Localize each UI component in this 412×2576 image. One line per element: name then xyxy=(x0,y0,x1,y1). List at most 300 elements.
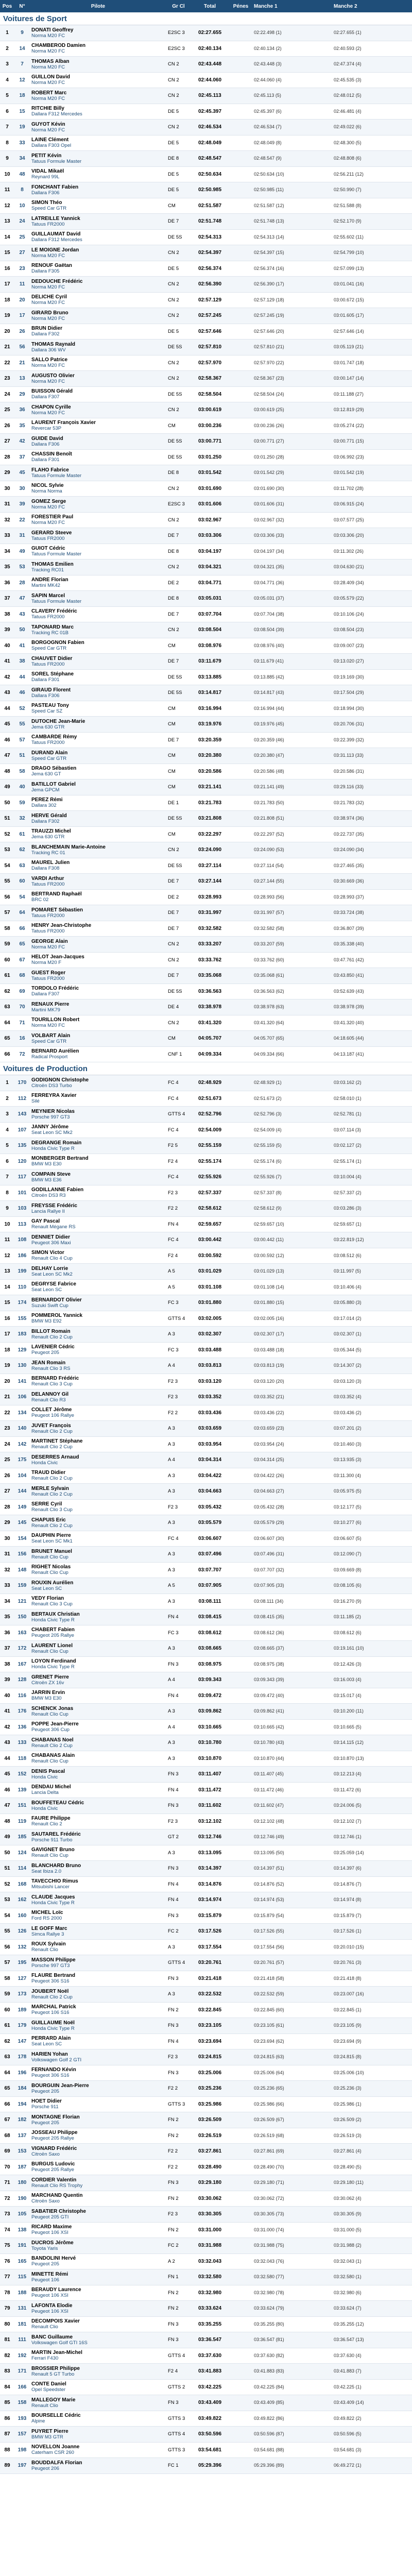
manche1-time: 02:46.534 xyxy=(254,124,275,130)
manche2-time: 03:01.041 xyxy=(334,281,355,287)
manche1-rank: (30) xyxy=(276,485,284,491)
driver-name: SIMON Victor xyxy=(31,1250,64,1256)
total-time: 03:10.665 xyxy=(191,1719,229,1735)
manche2-time: 03:12.746 xyxy=(334,1834,355,1840)
manche2-time: 03:03.162 xyxy=(334,1080,355,1086)
manche1-cell xyxy=(252,1122,332,1138)
driver-cell xyxy=(30,921,166,937)
manche2-time: 03:08.504 xyxy=(334,627,355,633)
manche2-cell xyxy=(332,1719,412,1735)
manche1-cell xyxy=(252,2316,332,2332)
result-row xyxy=(0,826,412,842)
manche1-rank: (27) xyxy=(276,1488,284,1494)
manche2-time: 03:31.000 xyxy=(334,2227,355,2232)
result-row xyxy=(0,1641,412,1657)
manche2-rank: (6) xyxy=(355,156,362,161)
group-class: CN 2 xyxy=(166,481,191,497)
manche1-cell xyxy=(252,2096,332,2112)
manche1-rank: (86) xyxy=(276,2415,284,2421)
car-model: Jema GPCM xyxy=(31,787,60,793)
manche1-cell xyxy=(252,1908,332,1924)
penalties xyxy=(229,2096,252,2112)
car-model: Citroën DS3 R3 xyxy=(31,1193,66,1199)
result-row xyxy=(0,1232,412,1248)
driver-name: BILLOT Romain xyxy=(31,1328,71,1334)
manche1-rank: (2) xyxy=(276,1095,282,1101)
manche2-rank: (18) xyxy=(355,360,364,365)
driver-cell xyxy=(30,1939,166,1955)
manche1-cell xyxy=(252,764,332,779)
penalties xyxy=(229,2238,252,2254)
result-row xyxy=(0,560,412,575)
driver-cell xyxy=(30,2442,166,2458)
manche2-rank: (1) xyxy=(355,30,362,36)
manche1-rank: (11) xyxy=(276,1237,284,1243)
manche1-cell xyxy=(252,2269,332,2285)
manche1-rank: (5) xyxy=(276,1143,282,1148)
manche1-time: 03:08.665 xyxy=(254,1646,275,1651)
manche1-time: 03:12.102 xyxy=(254,1818,275,1824)
manche2-rank: (10) xyxy=(355,250,364,256)
manche1-rank: (21) xyxy=(276,344,284,350)
driver-name: TORDOLO Frédéric xyxy=(31,986,79,992)
driver-cell xyxy=(30,449,166,465)
manche2-cell xyxy=(332,1924,412,1940)
position: 19 xyxy=(0,1358,14,1374)
car-number: 30 xyxy=(14,481,30,497)
group-class: CN 2 xyxy=(166,371,191,387)
result-row xyxy=(0,1046,412,1062)
driver-name: BOURGUIN Jean-Pierre xyxy=(31,2082,89,2089)
result-row xyxy=(0,2144,412,2160)
penalties xyxy=(229,1688,252,1704)
driver-cell xyxy=(30,1625,166,1641)
manche2-time: 03:22.845 xyxy=(334,2007,355,2012)
total-time: 04:05.707 xyxy=(191,1031,229,1047)
penalties xyxy=(229,182,252,198)
result-row xyxy=(0,1264,412,1280)
driver-name: THOMAS Emilien xyxy=(31,561,74,567)
manche1-cell xyxy=(252,324,332,340)
manche2-cell xyxy=(332,1342,412,1358)
car-model: Norma M20 FC xyxy=(31,1023,65,1029)
manche2-time: 04:13.187 xyxy=(334,1051,355,1057)
manche2-cell xyxy=(332,591,412,607)
manche2-time: 03:25.236 xyxy=(334,2086,355,2091)
result-row xyxy=(0,229,412,245)
manche2-time: 04:18.605 xyxy=(334,1036,355,1041)
total-time: 03:01.606 xyxy=(191,497,229,513)
total-time: 03:02.307 xyxy=(191,1327,229,1343)
group-class: CM xyxy=(166,638,191,654)
manche2-cell xyxy=(332,999,412,1015)
manche2-time: 03:05.880 xyxy=(334,1300,355,1306)
position: 30 xyxy=(0,481,14,497)
penalties xyxy=(229,371,252,387)
total-time: 03:20.761 xyxy=(191,1955,229,1971)
penalties xyxy=(229,355,252,371)
manche1-cell xyxy=(252,1924,332,1940)
position: 23 xyxy=(0,1421,14,1437)
position: 39 xyxy=(0,1672,14,1688)
manche2-time: 03:41.320 xyxy=(334,1020,355,1025)
driver-name: DEDOUCHE Frédéric xyxy=(31,278,83,284)
car-number: 104 xyxy=(14,1468,30,1484)
manche2-time: 03:43.409 xyxy=(334,2400,355,2405)
position: 5 xyxy=(0,1138,14,1154)
driver-cell xyxy=(30,1405,166,1421)
total-time: 03:01.250 xyxy=(191,449,229,465)
driver-cell xyxy=(30,889,166,905)
manche2-time: 03:11.302 xyxy=(334,548,354,554)
car-model: Tatuus FR2000 xyxy=(31,614,65,620)
result-row xyxy=(0,1201,412,1217)
manche2-rank: (8) xyxy=(355,1975,362,1981)
car-model: Ferrari F430 xyxy=(31,2355,59,2362)
car-number: 54 xyxy=(14,889,30,905)
manche1-cell xyxy=(252,418,332,434)
manche1-time: 02:40.134 xyxy=(254,45,275,51)
manche2-cell xyxy=(332,1046,412,1062)
manche2-cell xyxy=(332,120,412,135)
group-class: A 3 xyxy=(166,1641,191,1657)
result-row xyxy=(0,1499,412,1515)
manche1-cell xyxy=(252,151,332,167)
manche1-time: 03:19.976 xyxy=(254,721,275,727)
group-class: FN 2 xyxy=(166,2222,191,2238)
manche2-rank: (2) xyxy=(355,1410,362,1415)
manche1-cell xyxy=(252,1248,332,1264)
result-row xyxy=(0,1829,412,1845)
group-class: DE 5S xyxy=(166,229,191,245)
manche1-time: 03:20.761 xyxy=(254,1960,275,1965)
car-model: Speed Car GTR xyxy=(31,1038,67,1044)
manche1-rank: (65) xyxy=(276,2086,284,2091)
position: 55 xyxy=(0,1924,14,1940)
group-class: F2 4 xyxy=(166,1248,191,1264)
manche2-cell xyxy=(332,1421,412,1437)
manche2-rank: (21) xyxy=(355,344,364,350)
car-model: Speed Car SZ xyxy=(31,708,63,715)
penalties xyxy=(229,1908,252,1924)
penalties xyxy=(229,449,252,465)
group-class: FN 4 xyxy=(166,1609,191,1625)
manche2-time: 02:57.646 xyxy=(334,328,355,334)
car-number: 25 xyxy=(14,229,30,245)
manche2-cell xyxy=(332,25,412,41)
manche2-rank: (38) xyxy=(355,910,364,916)
manche2-time: 03:08.105 xyxy=(334,1583,355,1588)
manche1-time: 03:27.861 xyxy=(254,2148,275,2154)
total-time: 03:01.690 xyxy=(191,481,229,497)
total-time: 03:08.976 xyxy=(191,638,229,654)
manche1-rank: (1) xyxy=(276,30,282,36)
car-number: 55 xyxy=(14,717,30,733)
manche1-cell xyxy=(252,1216,332,1232)
car-number: 165 xyxy=(14,2253,30,2269)
car-number: 152 xyxy=(14,1767,30,1783)
group-class: FC 3 xyxy=(166,1295,191,1311)
manche2-time: 03:05.344 xyxy=(334,1347,355,1352)
manche1-time: 02:50.634 xyxy=(254,171,275,177)
manche2-rank: (14) xyxy=(355,376,364,381)
car-model: Dallara F301 xyxy=(31,677,60,683)
penalties xyxy=(229,952,252,968)
driver-name: LAVENIER Cédric xyxy=(31,1344,75,1350)
total-time: 03:43.409 xyxy=(191,2395,229,2411)
penalties xyxy=(229,1405,252,1421)
driver-cell xyxy=(30,2175,166,2191)
manche2-rank: (15) xyxy=(355,1944,364,1950)
driver-name: CHAMBEROD Damien xyxy=(31,43,86,49)
car-model: Norma M20 FC xyxy=(31,363,65,369)
total-time: 03:19.976 xyxy=(191,717,229,733)
position: 72 xyxy=(0,2191,14,2207)
manche1-time: 02:50.985 xyxy=(254,187,275,193)
driver-cell xyxy=(30,1719,166,1735)
manche1-rank: (20) xyxy=(276,1378,284,1384)
driver-cell xyxy=(30,1201,166,1217)
driver-cell xyxy=(30,465,166,481)
manche1-cell xyxy=(252,355,332,371)
header-manche2: Manche 2 xyxy=(332,0,412,12)
manche1-rank: (35) xyxy=(276,564,284,570)
driver-name: VARDI Arthur xyxy=(31,875,64,882)
manche1-rank: (50) xyxy=(276,800,284,805)
driver-name: SOREL Stéphane xyxy=(31,671,74,677)
manche2-cell xyxy=(332,1031,412,1047)
car-number: 120 xyxy=(14,1154,30,1170)
result-row xyxy=(0,135,412,151)
result-row xyxy=(0,2238,412,2254)
manche1-time: 03:05.031 xyxy=(254,596,275,601)
manche2-time: 03:01.747 xyxy=(334,360,355,365)
manche1-cell xyxy=(252,1876,332,1892)
driver-name: CHASSIN Benoît xyxy=(31,451,72,457)
manche2-cell xyxy=(332,1987,412,2003)
car-number: 145 xyxy=(14,1515,30,1531)
total-time: 03:28.993 xyxy=(191,889,229,905)
total-time: 02:55.174 xyxy=(191,1154,229,1170)
manche1-rank: (62) xyxy=(276,2038,284,2044)
total-time: 03:08.665 xyxy=(191,1641,229,1657)
car-model: Dallara F302 xyxy=(31,331,60,337)
car-number: 8 xyxy=(14,182,30,198)
manche2-time: 03:27.861 xyxy=(334,2148,355,2154)
manche2-time: 03:19.161 xyxy=(334,1646,355,1651)
driver-name: MERLE Sylvain xyxy=(31,1485,69,1492)
manche1-rank: (49) xyxy=(276,784,284,790)
manche2-cell xyxy=(332,1955,412,1971)
result-row xyxy=(0,1154,412,1170)
manche2-rank: (31) xyxy=(355,721,364,727)
car-number: 46 xyxy=(14,685,30,701)
manche2-cell xyxy=(332,1751,412,1767)
result-row xyxy=(0,1562,412,1578)
driver-name: DURAND Alain xyxy=(31,750,68,756)
driver-name: BLANCHEMAIN Marie-Antoine xyxy=(31,844,106,850)
manche2-cell xyxy=(332,2316,412,2332)
car-model: Renault Clio RS Trophy xyxy=(31,2182,83,2189)
manche1-rank: (20) xyxy=(276,328,284,334)
car-model: Peugeot 205 xyxy=(31,2088,59,2094)
manche1-rank: (17) xyxy=(276,1331,284,1337)
manche1-rank: (5) xyxy=(275,93,281,98)
manche1-rank: (6) xyxy=(276,1158,282,1164)
car-number: 196 xyxy=(14,2065,30,2081)
manche1-time: 03:05.579 xyxy=(254,1520,275,1526)
driver-name: GRENET Pierre xyxy=(31,1674,69,1680)
group-class: A 4 xyxy=(166,1452,191,1468)
driver-cell xyxy=(30,2348,166,2364)
driver-cell xyxy=(30,1154,166,1170)
penalties xyxy=(229,2458,252,2474)
position: 80 xyxy=(0,2316,14,2332)
driver-cell xyxy=(30,622,166,638)
penalties xyxy=(229,669,252,685)
group-class: FN 2 xyxy=(166,2128,191,2144)
penalties xyxy=(229,2175,252,2191)
manche2-time: 03:05.119 xyxy=(334,344,354,350)
total-time: 03:04.321 xyxy=(191,560,229,575)
manche2-rank: (3) xyxy=(355,1206,362,1211)
position: 61 xyxy=(0,968,14,984)
manche1-time: 02:52.796 xyxy=(254,1111,275,1117)
manche1-time: 03:25.006 xyxy=(254,2070,275,2075)
group-class: F2 4 xyxy=(166,1154,191,1170)
driver-cell xyxy=(30,1641,166,1657)
manche1-time: 03:10.665 xyxy=(254,1724,275,1730)
result-row xyxy=(0,449,412,465)
manche2-cell xyxy=(332,842,412,858)
driver-cell xyxy=(30,2427,166,2443)
result-row xyxy=(0,41,412,57)
driver-name: PETIT Kévin xyxy=(31,152,62,159)
manche2-cell xyxy=(332,1939,412,1955)
result-row xyxy=(0,261,412,277)
manche1-time: 03:28.993 xyxy=(254,894,275,900)
position: 73 xyxy=(0,2207,14,2223)
position: 14 xyxy=(0,1279,14,1295)
manche1-rank: (25) xyxy=(276,1457,284,1463)
manche2-cell xyxy=(332,72,412,88)
manche2-time: 03:28.993 xyxy=(334,894,355,900)
group-class: FN 4 xyxy=(166,1782,191,1798)
total-time: 03:08.975 xyxy=(191,1656,229,1672)
car-number: 72 xyxy=(14,1046,30,1062)
manche2-cell xyxy=(332,968,412,984)
manche2-time: 03:05.579 xyxy=(334,596,355,601)
total-time: 03:03.954 xyxy=(191,1436,229,1452)
manche2-rank: (3) xyxy=(355,1457,362,1463)
manche1-time: 03:36.563 xyxy=(254,988,275,994)
position: 20 xyxy=(0,324,14,340)
driver-name: CHABERT Fabien xyxy=(31,1627,75,1633)
car-model: Dallara F302 xyxy=(31,818,60,824)
manche1-cell xyxy=(252,166,332,182)
manche2-rank: (26) xyxy=(355,548,364,554)
driver-name: LAURENT Lionel xyxy=(31,1642,73,1649)
position: 22 xyxy=(0,355,14,371)
driver-name: GUYOT Kévin xyxy=(31,121,65,127)
manche1-time: 03:17.526 xyxy=(254,1928,275,1934)
driver-name: GUIOT Cédric xyxy=(31,546,65,552)
car-number: 10 xyxy=(14,198,30,214)
total-time: 03:14.876 xyxy=(191,1876,229,1892)
group-class: FN 3 xyxy=(166,1861,191,1877)
result-row xyxy=(0,166,412,182)
car-number: 147 xyxy=(14,2033,30,2049)
result-row xyxy=(0,88,412,104)
manche2-time: 03:24.815 xyxy=(334,2054,355,2060)
position: 57 xyxy=(0,1955,14,1971)
driver-name: BOUDDALFA Florian xyxy=(31,2460,82,2466)
manche1-cell xyxy=(252,57,332,73)
section-sport xyxy=(0,12,412,1062)
manche2-time: 03:15.017 xyxy=(334,1692,355,1698)
position: 82 xyxy=(0,2348,14,2364)
manche1-time: 03:22.845 xyxy=(254,2007,275,2012)
driver-cell xyxy=(30,1609,166,1625)
driver-cell xyxy=(30,277,166,293)
manche1-cell xyxy=(252,1594,332,1609)
manche1-rank: (28) xyxy=(276,454,284,460)
manche2-cell xyxy=(332,1656,412,1672)
manche2-rank: (5) xyxy=(355,140,362,145)
position: 47 xyxy=(0,748,14,764)
manche2-rank: (12) xyxy=(355,1237,364,1243)
manche1-time: 03:02.307 xyxy=(254,1331,275,1337)
total-time: 05:29.396 xyxy=(191,2458,229,2474)
car-number: 157 xyxy=(14,2427,30,2443)
penalties xyxy=(229,1264,252,1280)
manche2-time: 03:25.986 xyxy=(334,2101,355,2107)
car-model: Norma M20 FC xyxy=(31,504,65,510)
car-number: 24 xyxy=(14,214,30,230)
manche2-cell xyxy=(332,1170,412,1185)
group-class: FN 4 xyxy=(166,1688,191,1704)
group-class: F2 2 xyxy=(166,2144,191,2160)
manche1-time: 02:56.390 xyxy=(254,281,275,287)
result-row xyxy=(0,1955,412,1971)
driver-cell xyxy=(30,198,166,214)
car-number: 52 xyxy=(14,701,30,717)
group-class: CN 2 xyxy=(166,402,191,418)
group-class: CN 2 xyxy=(166,937,191,953)
position: 8 xyxy=(0,1185,14,1201)
penalties xyxy=(229,622,252,638)
result-row xyxy=(0,1594,412,1609)
driver-name: VIGNARD Frédéric xyxy=(31,2145,77,2151)
driver-name: DELICHE Cyril xyxy=(31,294,67,300)
driver-cell xyxy=(30,779,166,795)
car-model: Peugeot 106 XSI xyxy=(31,2293,68,2299)
manche1-rank: (67) xyxy=(276,2117,284,2123)
driver-cell xyxy=(30,858,166,874)
manche1-time: 04:05.707 xyxy=(254,1036,275,1041)
driver-name: GODILLANNE Fabien xyxy=(31,1187,84,1193)
manche1-cell xyxy=(252,229,332,245)
manche1-cell xyxy=(252,1327,332,1343)
manche2-rank: (2) xyxy=(355,1614,361,1620)
driver-cell xyxy=(30,1924,166,1940)
manche1-time: 03:43.409 xyxy=(254,2400,275,2405)
result-row xyxy=(0,2033,412,2049)
car-model: Norma M20 FC xyxy=(31,944,65,950)
car-model: Dallara F312 Mercedes xyxy=(31,111,82,117)
manche2-time: 03:06.915 xyxy=(334,501,355,507)
manche2-cell xyxy=(332,1405,412,1421)
